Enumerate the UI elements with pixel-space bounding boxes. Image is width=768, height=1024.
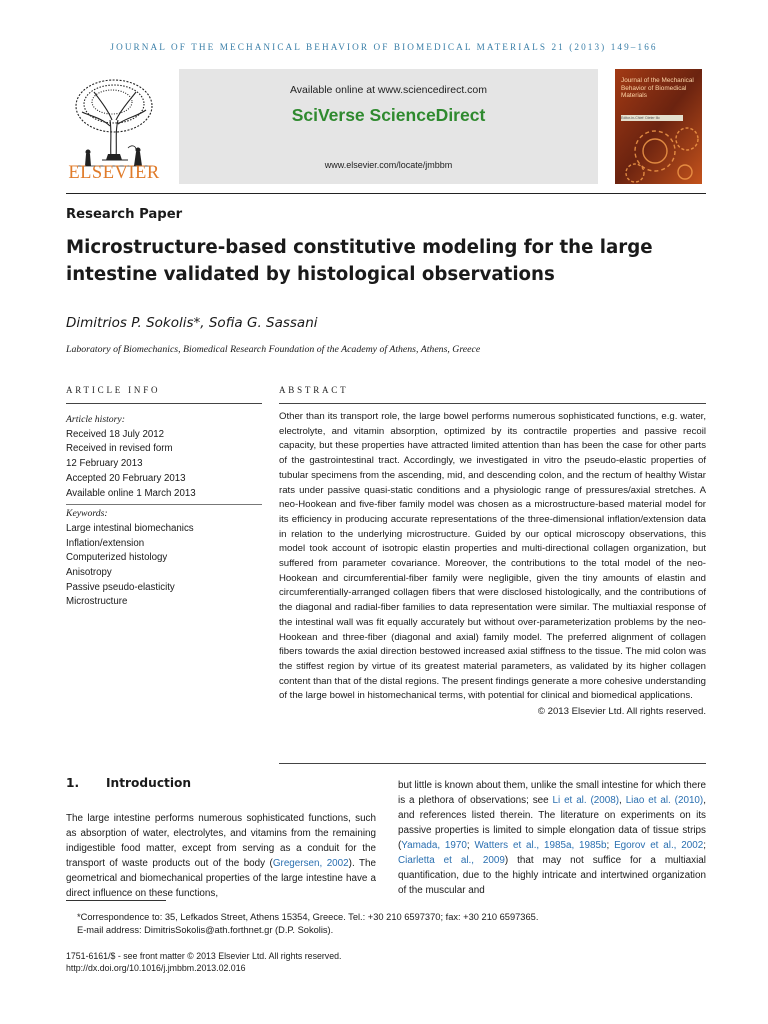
correspondence-footnote: [66, 911, 706, 937]
text-run: ,: [619, 795, 626, 806]
citation-link[interactable]: Li et al. (2008): [552, 795, 620, 806]
text-run: The large intestine performs numerous sophisticated functions, such as absorption of water, electrolytes, and vitamins from the remaining indigestible food matter, except from serving as a conduit for the transport of waste products out of the body (: [66, 813, 376, 869]
history-item: Received in revised form: [66, 443, 173, 455]
text-run: ). The geometrical and biomechanical properties of the large intestine have a direct influence on these functions,: [66, 858, 376, 899]
footnote-divider: [66, 900, 166, 901]
article-title: Microstructure-based constitutive modeling for the large intestine validated by histological observations: [66, 237, 653, 285]
front-matter-info: [66, 950, 706, 974]
article-info-block: [66, 413, 266, 610]
citation-link[interactable]: Liao et al. (2010): [625, 795, 704, 806]
section-heading-introduction: [66, 776, 191, 790]
article-info-inner-divider: [66, 504, 262, 505]
cover-title: Journal of the Mechanical Behavior of Biomedical Materials: [621, 77, 694, 100]
citation-link[interactable]: Ciarletta et al., 2009: [398, 855, 505, 866]
section-title: Introduction: [106, 776, 192, 790]
issn-line: 1751-6161/$ - see front matter © 2013 Elsevier Ltd. All rights reserved.: [66, 951, 342, 961]
history-item: 12 February 2013: [66, 458, 143, 470]
sciencedirect-banner: [179, 69, 598, 184]
citation-link[interactable]: Egorov et al., 2002: [614, 840, 704, 851]
article-authors[interactable]: Dimitrios P. Sokolis*, Sofia G. Sassani: [66, 315, 318, 331]
history-item: Accepted 20 February 2013: [66, 472, 186, 484]
article-info-divider: [66, 403, 262, 404]
journal-header: JOURNAL OF THE MECHANICAL BEHAVIOR OF BIOMEDICAL MATERIALS 21 (2013) 149–166: [110, 42, 658, 52]
article-type: Research Paper: [66, 207, 183, 222]
keyword-item: Anisotropy: [66, 567, 112, 579]
copyright-notice: © 2013 Elsevier Ltd. All rights reserved.: [537, 706, 706, 718]
citation-link[interactable]: Yamada, 1970: [401, 840, 467, 851]
history-item: Available online 1 March 2013: [66, 487, 196, 499]
intro-paragraph-left: [66, 811, 376, 901]
text-run: but little is known about them, unlike the small intestine for which there is a plethora of observations; see: [398, 780, 706, 806]
keyword-item: Passive pseudo-elasticity: [66, 581, 175, 593]
abstract-block: [279, 410, 706, 720]
abstract-divider: [279, 403, 706, 404]
keyword-item: Microstructure: [66, 596, 128, 608]
elsevier-wordmark: ELSEVIER: [68, 163, 160, 183]
text-run: ;: [606, 840, 615, 851]
abstract-bottom-divider: [279, 763, 706, 764]
abstract-heading: ABSTRACT: [279, 385, 349, 395]
keywords-label: Keywords:: [66, 508, 108, 520]
keyword-item: Inflation/extension: [66, 537, 145, 549]
journal-cover-image: [615, 69, 702, 184]
abstract-text: Other than its transport role, the large bowel performs numerous sophisticated functions, e.g. water, electrolyte, and vitamin absorption, optimized by its contractile properties and passive recoil capacity, but these properties have attracted limited attention than has been the case for other parts of the gastrointestinal tract. Accordingly, we investigated in vitro the pseudo-elastic properties of tubular specimens from the ascending, mid, and descending colon, and the rectum of healthy Wistar rats under passive quasi-static conditions and a physiologic range of pressures/axial stretches. A neo-Hookean and five-fiber family model was chosen as a microstructure-based material model for its efficiency in producing accurate representations of the three-dimensional inflation/extension data in relation to the underlying microstructure. Guided by our optical microscopy observations, this model took account of isotropic elastin properties and multi-directional collagen organization, but suffered from parameter covariance. Moreover, the contributions to the total model of the neo-Hookean and circumferential-fiber family were negligible, given the tiny amounts of elastin and circumferentially-arranged collagen fibers that were disclosed histologically, and the contributions of the diagonal and radial-fiber families to data representation were similar. The multiaxial response of the intestinal wall was fit equally accurately but without over-parameterization problems by the neo-Hookean and three-fiber (diagonal and axial) family model. The preferred alignment of collagen fibers towards the axial direction bestowed increased axial stiffness to the tissue. The mid colon was the stiffest region by virtue of its greatest material parameters, as validated by its higher collagen content than that of the distal regions. The present findings generate a more cohesive understanding of the large bowel in histomechanical terms, with potential for clinical and biomedical applications.: [279, 411, 706, 702]
doi-link[interactable]: http://dx.doi.org/10.1016/j.jmbbm.2013.02.016: [66, 963, 246, 973]
article-info-heading: ARTICLE INFO: [66, 385, 161, 395]
footnote-email[interactable]: E-mail address: DimitrisSokolis@ath.forthnet.gr (D.P. Sokolis).: [77, 925, 334, 935]
section-number: 1.: [66, 776, 80, 790]
footnote-line: *Correspondence to: 35, Lefkados Street, Athens 15354, Greece. Tel.: +30 210 6597370; fax: +30 210 6597365.: [77, 912, 539, 922]
citation-link[interactable]: Gregersen, 2002: [272, 858, 349, 869]
keyword-item: Computerized histology: [66, 552, 168, 564]
text-run: ;: [466, 840, 475, 851]
text-run: , and references listed therein. The literature on experiments on its passive properties is limited to simple elongation data of tissue strips (: [398, 795, 706, 851]
keyword-item: Large intestinal biomechanics: [66, 522, 194, 534]
available-online-text: Available online at www.sciencedirect.com: [289, 84, 488, 96]
sciverse-sciencedirect-brand[interactable]: SciVerse ScienceDirect: [291, 105, 486, 125]
intro-paragraph-right: [398, 778, 706, 898]
journal-url-link[interactable]: www.elsevier.com/locate/jmbbm: [324, 160, 453, 170]
header-divider: [66, 193, 706, 194]
text-run: ;: [703, 840, 706, 851]
citation-link[interactable]: Watters et al., 1985a, 1985b: [474, 840, 607, 851]
author-affiliation: Laboratory of Biomechanics, Biomedical Research Foundation of the Academy of Athens, Athens, Greece: [66, 344, 481, 355]
article-history-label: Article history:: [66, 414, 125, 425]
cover-editor-strip: Editor-in-Chief: Dieter Ilic: [621, 115, 683, 121]
history-item: Received 18 July 2012: [66, 428, 165, 440]
text-run: ) that may not suffice for a multiaxial quantification, due to the highly intricate and intertwined organization of the muscular and: [398, 855, 706, 896]
